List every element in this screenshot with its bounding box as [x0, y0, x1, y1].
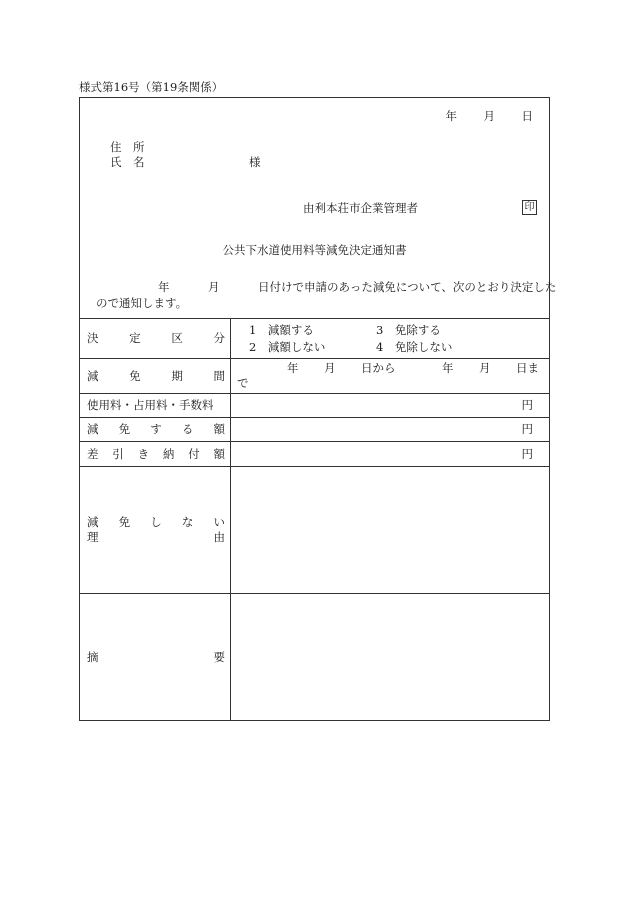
period-start-year: 年 [287, 361, 299, 375]
body-text-line1: 日付けで申請のあった減免について、次のとおり決定した [258, 280, 557, 294]
option-reduce: 1 減額する [249, 323, 314, 337]
table-row [80, 394, 550, 418]
summary-cell [231, 594, 550, 721]
option-no-reduce: 2 減額しない [249, 340, 326, 354]
recipient-name-row [110, 155, 261, 169]
table-row [80, 359, 550, 394]
notice-header [79, 97, 557, 319]
summary-label-cell [80, 594, 231, 721]
table-row [80, 418, 550, 442]
seal-mark: 印 [522, 200, 537, 215]
period-cell [231, 359, 550, 394]
reason-cell [231, 467, 550, 594]
table-row [80, 594, 550, 721]
body-text-line2: ので通知します。 [96, 296, 188, 310]
decision-label-cell [80, 319, 231, 359]
fees-amount-cell: 円 [231, 394, 550, 418]
option-exempt: 3 免除する [376, 323, 441, 337]
period-start-day: 日から [361, 361, 396, 375]
reduction-amount-cell: 円 [231, 418, 550, 442]
reason-label-cell [80, 467, 231, 594]
reduction-label-cell [80, 418, 231, 442]
document-title: 公共下水道使用料等減免決定通知書 [222, 243, 407, 257]
reason-label-line1: 減免しない [87, 515, 225, 529]
notice-body [96, 279, 557, 311]
net-amount-cell: 円 [231, 442, 550, 467]
fees-label: 使用料・占用料・手数料 [87, 398, 214, 413]
period-label: 減免期間 [87, 368, 225, 383]
address-label: 住 所 [110, 140, 145, 154]
form-number-label: 様式第16号（第19条関係） [79, 80, 224, 94]
month-label: 月 [483, 109, 495, 123]
period-end-year: 年 [442, 361, 454, 375]
decision-label: 決定区分 [87, 331, 225, 346]
table-row [80, 442, 550, 467]
period-label-cell [80, 359, 231, 394]
day-label: 日 [521, 109, 533, 123]
issue-date [446, 109, 534, 123]
name-label: 氏 名 [110, 155, 145, 169]
table-row [80, 467, 550, 594]
net-label-cell [80, 442, 231, 467]
period-end-month: 月 [479, 361, 491, 375]
summary-label: 摘要 [87, 649, 225, 664]
reason-label-line2: 理由 [87, 530, 225, 544]
sender-title: 由利本荘市企業管理者 [303, 201, 418, 215]
table-row [80, 319, 550, 359]
details-table [79, 318, 550, 721]
honorific-label: 様 [249, 155, 261, 169]
reduction-label: 減免する額 [87, 422, 225, 437]
option-no-exempt: 4 免除しない [376, 340, 453, 354]
period-end-day: 日ま [516, 361, 539, 375]
year-label: 年 [445, 109, 457, 123]
decision-options-cell [231, 319, 550, 359]
net-payment-label: 差引き納付額 [87, 446, 225, 461]
body-year-label: 年 [158, 280, 170, 294]
period-end-suffix: で [237, 376, 249, 390]
fees-label-cell [80, 394, 231, 418]
body-month-label: 月 [208, 280, 220, 294]
period-start-month: 月 [324, 361, 336, 375]
